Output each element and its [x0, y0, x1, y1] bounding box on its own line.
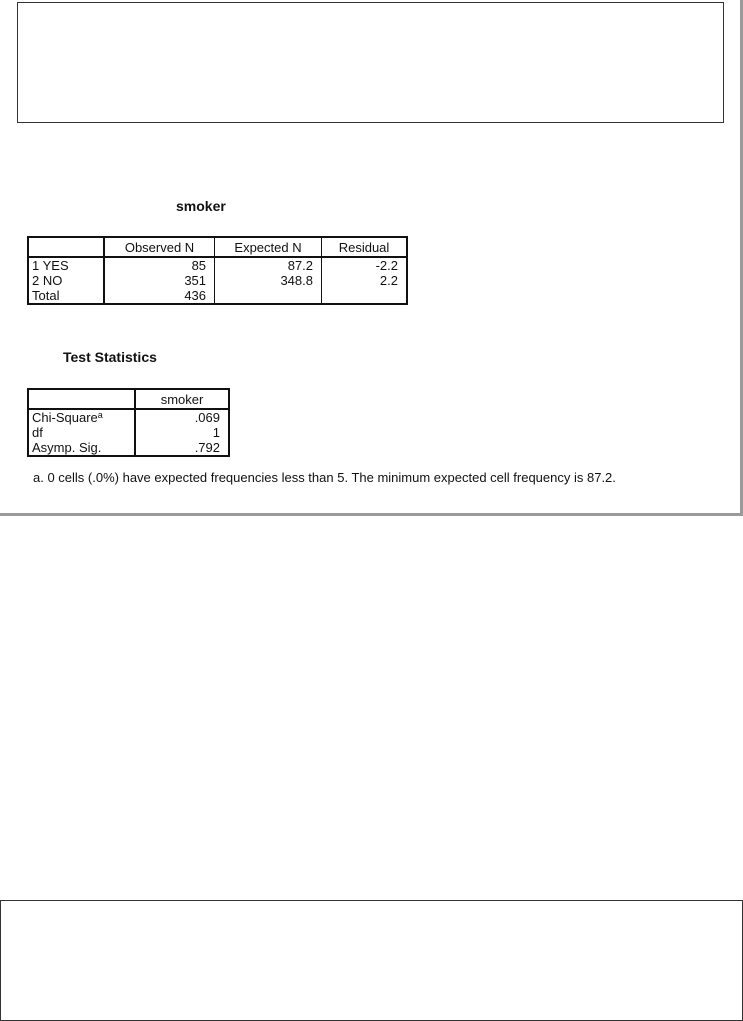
residual-value: 2.2	[322, 273, 408, 288]
table-row	[28, 288, 407, 304]
test-statistics-title: Test Statistics	[63, 349, 157, 365]
stat-value: 1	[135, 425, 229, 440]
table-row	[28, 440, 229, 456]
stat-value: .792	[135, 440, 229, 456]
table-row	[28, 257, 407, 273]
observed-value: 351	[104, 273, 215, 288]
row-label: df	[28, 425, 135, 440]
table-row	[28, 409, 229, 425]
header-residual: Residual	[322, 237, 408, 257]
header-observed-n: Observed N	[104, 237, 215, 257]
header-smoker: smoker	[135, 389, 229, 409]
table-footnote: a. 0 cells (.0%) have expected frequencies less than 5. The minimum expected cell frequency is 87.2.	[33, 470, 616, 485]
row-label: 2 NO	[28, 273, 104, 288]
table-row	[28, 425, 229, 440]
row-label: Chi-Square$^a$	[28, 409, 135, 425]
expected-value: 87.2	[215, 257, 322, 273]
expected-value: 348.8	[215, 273, 322, 288]
test-statistics-table	[27, 388, 230, 457]
corner-cell	[28, 237, 104, 257]
corner-cell	[28, 389, 135, 409]
stat-value: .069	[135, 409, 229, 425]
frequency-table	[27, 236, 408, 305]
row-label: Total	[28, 288, 104, 304]
row-label: Asymp. Sig.	[28, 440, 135, 456]
empty-output-box-bottom	[0, 900, 743, 1021]
header-expected-n: Expected N	[215, 237, 322, 257]
expected-value	[215, 288, 322, 304]
residual-value: -2.2	[322, 257, 408, 273]
footnote-marker: a	[97, 410, 103, 420]
residual-value	[322, 288, 408, 304]
empty-output-box-top	[17, 2, 724, 123]
observed-value: 436	[104, 288, 215, 304]
frequency-table-title: smoker	[176, 198, 226, 214]
observed-value: 85	[104, 257, 215, 273]
row-label: 1 YES	[28, 257, 104, 273]
table-row	[28, 273, 407, 288]
